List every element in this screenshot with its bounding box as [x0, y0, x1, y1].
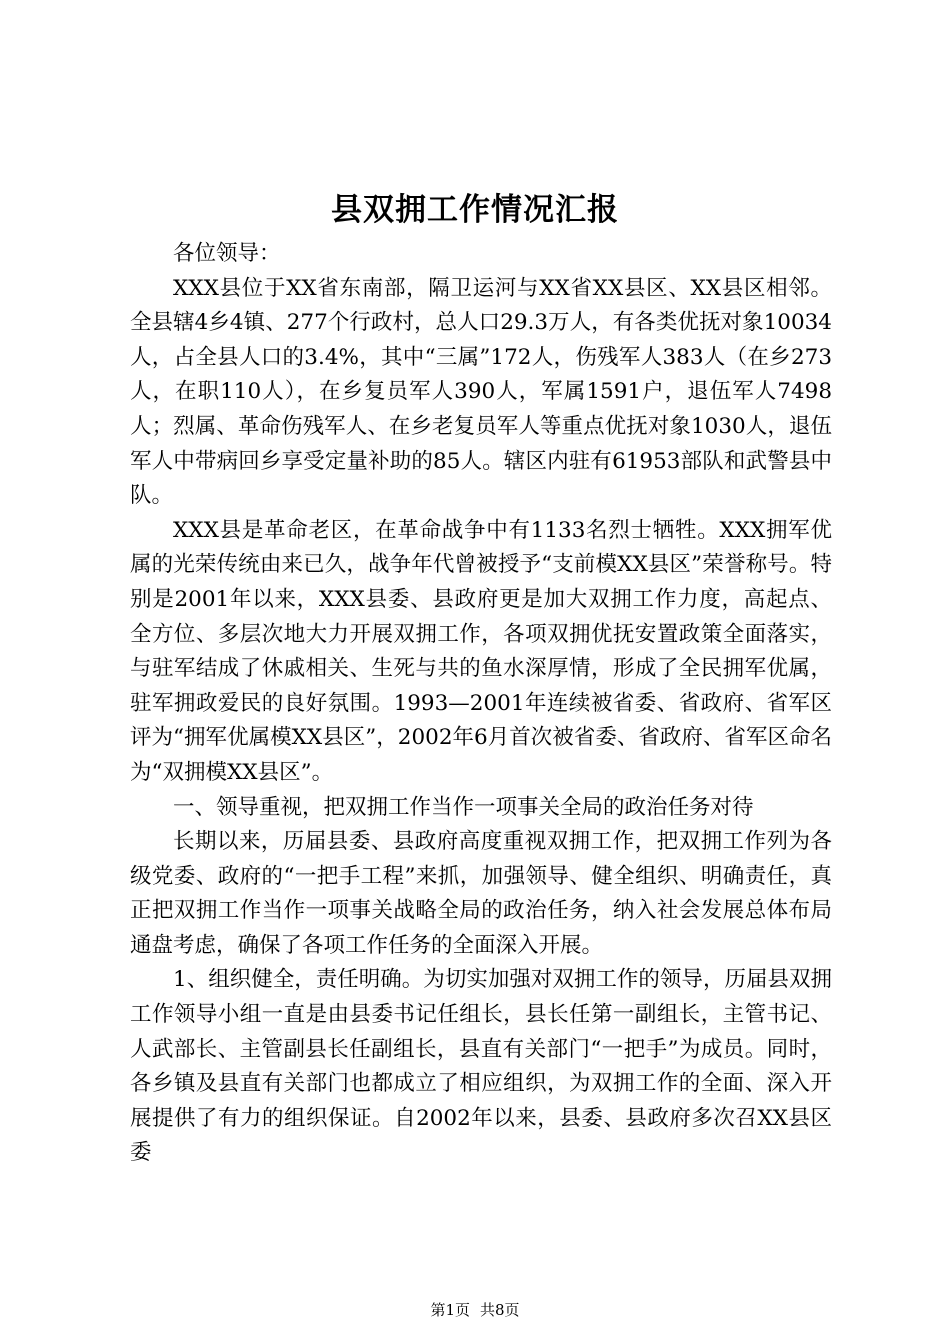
page-number: 第1页 [430, 1301, 470, 1319]
document-body [130, 237, 832, 1171]
page-total: 共8页 [480, 1301, 520, 1319]
paragraph-organization: 1、组织健全，责任明确。为切实加强对双拥工作的领导，历届县双拥工作领导小组一直是由县委书记任组长，县长任第一副组长，主管书记、人武部长、主管副县长任副组长，县直有关部门“一把手”为成员。同时，各乡镇及县直有关部门也都成立了相应组织，为双拥工作的全面、深入开展提供了有力的组织保证。自2002年以来，县委、县政府多次召XX县区委 [130, 967, 832, 1166]
page-footer [0, 1300, 950, 1320]
document-title: 县双拥工作情况汇报 [331, 192, 619, 228]
paragraph-history: XXX县是革命老区，在革命战争中有1133名烈士牺牲。XXX拥军优属的光荣传统由来已久，战争年代曾被授予“支前模XX县区”荣誉称号。特别是2001年以来，XXX县委、县政府更是加大双拥工作力度，高起点、全方位、多层次地大力开展双拥工作，各项双拥优抚安置政策全面落实，与驻军结成了休戚相关、生死与共的鱼水深厚情，形成了全民拥军优属，驻军拥政爱民的良好氛围。1993—2001年连续被省委、省政府、省军区评为“拥军优属模XX县区”，2002年6月首次被省委、省政府、省军区命名为“双拥模XX县区”。 [130, 517, 832, 785]
paragraph-leadership: 长期以来，历届县委、县政府高度重视双拥工作，把双拥工作列为各级党委、政府的“一把手工程”来抓，加强领导、健全组织、明确责任，真正把双拥工作当作一项事关战略全局的政治任务，纳入社会发展总体布局通盘考虑，确保了各项工作任务的全面深入开展。 [130, 829, 832, 958]
salutation: 各位领导： [173, 241, 281, 266]
section-heading-1: 一、领导重视，把双拥工作当作一项事关全局的政治任务对待 [173, 794, 754, 820]
paragraph-overview: XXX县位于XX省东南部，隔卫运河与XX省XX县区、XX县区相邻。全县辖4乡4镇、277个行政村，总人口29.3万人，有各类优抚对象10034人，占全县人口的3.4%，其中“三属”172人，伤残军人383人（在乡273人，在职110人），在乡复员军人390人，军属1591户，退伍军人7498人；烈属、革命伤残军人、在乡老复员军人等重点优抚对象1030人，退伍军人中带病回乡享受定量补助的85人。辖区内驻有61953部队和武警县中队。 [130, 275, 832, 509]
